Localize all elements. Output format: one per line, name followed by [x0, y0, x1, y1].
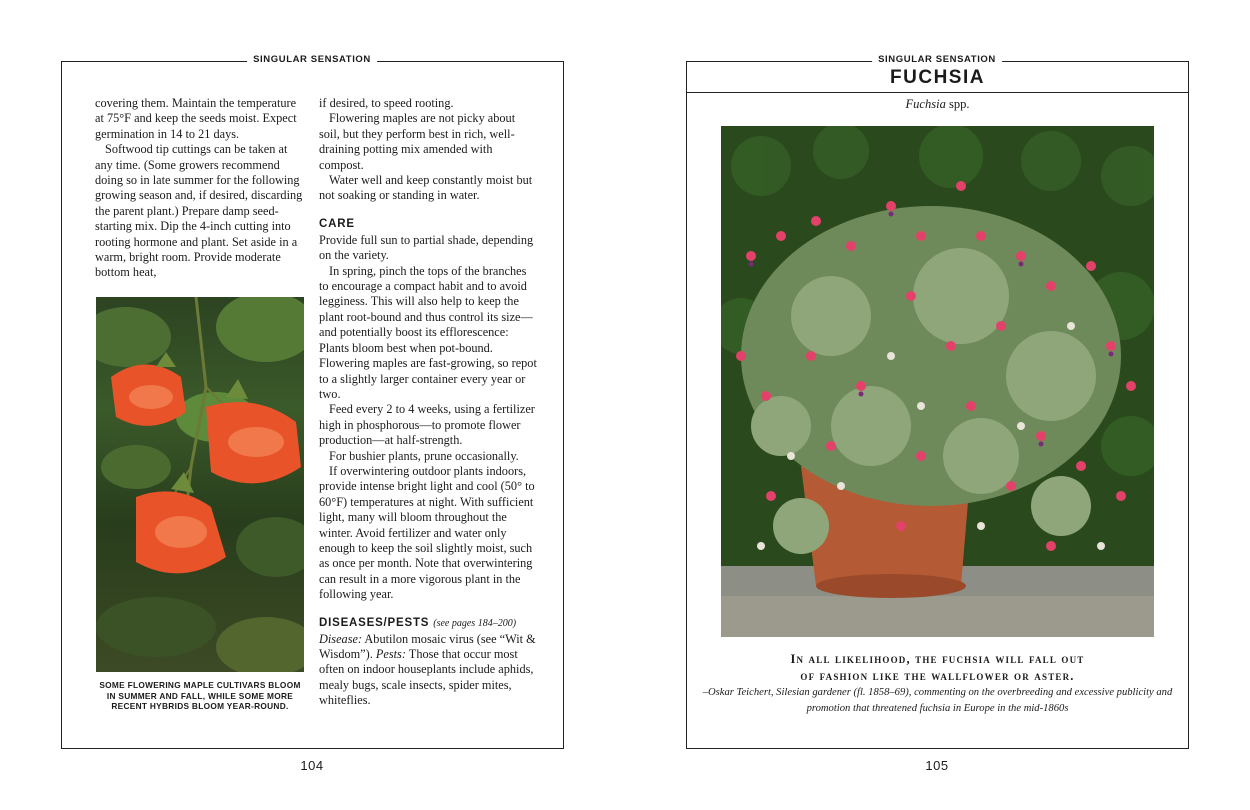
left-column-1 — [95, 96, 307, 281]
quote-line-2: of fashion like the wallflower or aster. — [800, 669, 1075, 683]
pests-label: Pests: — [375, 647, 406, 661]
paragraph-rooting: if desired, to speed rooting. — [319, 96, 454, 110]
fuchsia-illustration — [721, 126, 1154, 637]
paragraph-germination: covering them. Maintain the temperature at 75°F and keep the seeds moist. Expect germination in 14 to 21 days. — [95, 96, 297, 141]
disease-label: Disease: — [319, 631, 363, 646]
section-label-right: SINGULAR SENSATION — [872, 54, 1002, 66]
species-suffix: spp. — [945, 97, 970, 111]
diseases-heading-text: DISEASES/PESTS — [319, 616, 430, 629]
care-paragraph-pinch: In spring, pinch the tops of the branches to encourage a compact habit and to avoid legginess. This will also help to keep the plant root-bound and thus control its size—and potentially boost its efflorescence: Plants bloom best when pot-bound. Flowering maples are fast-growing, so repot to a slightly larger container every year or two. — [319, 263, 537, 401]
paragraph-cuttings: Softwood tip cuttings can be taken at any time. (Some growers recommend doing so in late summer for the following growing season and, if desired, discarding the parent plant.) Prepare damp seed-starting mix. Dip the 4-inch cutting into rooting hormone and plant. Set aside in a warm, bright room. Provide moderate bottom heat, — [95, 142, 303, 280]
care-paragraph-feed: Feed every 2 to 4 weeks, using a fertilizer high in phosphorous—to promote flower production—at half-strength. — [319, 402, 535, 448]
diseases-see-pages: (see pages 184–200) — [433, 617, 517, 629]
care-heading: CARE — [319, 217, 355, 230]
diseases-paragraph — [319, 632, 537, 709]
care-paragraph-light: Provide full sun to partial shade, depending on the variety. — [319, 232, 534, 263]
section-label-left: SINGULAR SENSATION — [247, 54, 377, 66]
pests-text: Those that occur most often on indoor houseplants include aphids, mealy bugs, scale insects, spider mites, whiteflies. — [319, 647, 534, 708]
diseases-heading — [319, 616, 537, 631]
species-genus: Fuchsia — [905, 97, 946, 111]
species-name — [686, 96, 1189, 112]
flowering-maple-illustration — [96, 297, 304, 672]
left-column-2 — [319, 96, 537, 709]
page-number-left: 104 — [300, 758, 324, 773]
paragraph-soil: Flowering maples are not picky about soil, but they perform best in rich, well-draining potting mix amended with compost. — [319, 111, 516, 172]
page-number-right: 105 — [925, 758, 949, 773]
quote-line-1: In all likelihood, the fuchsia will fall out — [790, 652, 1085, 666]
title-divider — [687, 92, 1188, 93]
quote-attribution: –Oskar Teichert, Silesian gardener (fl. 1858–69), commenting on the overbreeding and excessive publicity and promotion that threatened fuchsia in Europe in the mid-1860s — [702, 687, 1173, 714]
page-title: FUCHSIA — [890, 67, 985, 88]
photo-caption: SOME FLOWERING MAPLE CULTIVARS BLOOM IN SUMMER AND FALL, WHILE SOME MORE RECENT HYBRIDS BLOOM YEAR-ROUND. — [99, 680, 301, 711]
care-paragraph-overwinter: If overwintering outdoor plants indoors, provide intense bright light and cool (50° to 60°F) temperatures at night. With sufficient light, many will bloom throughout the winter. Avoid fertilizer and water only enough to keep the soil slightly moist, such as once per month. Note that overwintering can result in a more vigorous plant in the following year. — [319, 463, 535, 602]
disease-text: Abutilon mosaic virus (see “Wit & Wisdom”). — [319, 631, 536, 661]
fuchsia-photo — [721, 126, 1154, 637]
quote — [686, 651, 1189, 685]
paragraph-water: Water well and keep constantly moist but not soaking or standing in water. — [319, 173, 533, 203]
flowering-maple-photo — [96, 297, 304, 672]
care-paragraph-prune: For bushier plants, prune occasionally. — [329, 448, 519, 463]
